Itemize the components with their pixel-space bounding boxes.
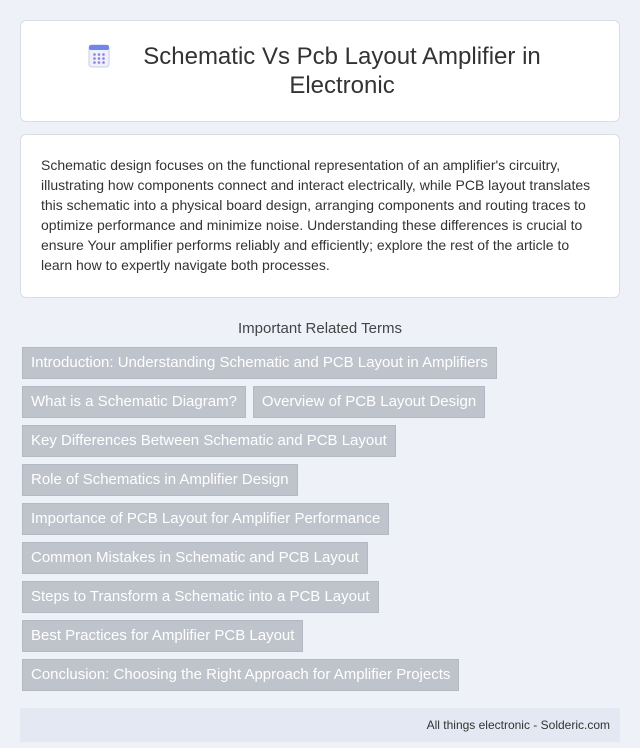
term-tag[interactable]: Key Differences Between Schematic and PCB Layout xyxy=(22,425,396,457)
footer xyxy=(20,708,620,742)
term-tag[interactable]: Common Mistakes in Schematic and PCB Layout xyxy=(22,542,368,574)
term-tag[interactable]: Best Practices for Amplifier PCB Layout xyxy=(22,620,303,652)
term-tag[interactable]: Importance of PCB Layout for Amplifier Performance xyxy=(22,503,389,535)
summary-text: Schematic design focuses on the functional representation of an amplifier's circuitry, illustrating how components connect and interact electrically, while PCB layout translates this schematic into a physical board design, arranging components and routing traces to optimize performance and minimize noise. Understanding these differences is crucial to ensure Your amplifier performs reliably and efficiently; explore the rest of the article to learn how to expertly navigate both processes. xyxy=(41,157,591,273)
term-tag[interactable]: Overview of PCB Layout Design xyxy=(253,386,485,418)
header-card xyxy=(20,20,620,122)
page-title: Schematic Vs Pcb Layout Amplifier in Electronic xyxy=(143,43,541,99)
term-tag[interactable]: Conclusion: Choosing the Right Approach for Amplifier Projects xyxy=(22,659,459,691)
term-tag[interactable]: Role of Schematics in Amplifier Design xyxy=(22,464,298,496)
document-icon xyxy=(88,44,110,68)
summary-card xyxy=(20,134,620,298)
terms-list xyxy=(20,347,620,698)
terms-heading: Important Related Terms xyxy=(238,320,402,337)
title-row xyxy=(88,42,552,100)
footer-text: All things electronic - Solderic.com xyxy=(426,718,610,732)
term-tag[interactable]: What is a Schematic Diagram? xyxy=(22,386,246,418)
term-tag[interactable]: Steps to Transform a Schematic into a PCB Layout xyxy=(22,581,379,613)
term-tag[interactable]: Introduction: Understanding Schematic and PCB Layout in Amplifiers xyxy=(22,347,497,379)
